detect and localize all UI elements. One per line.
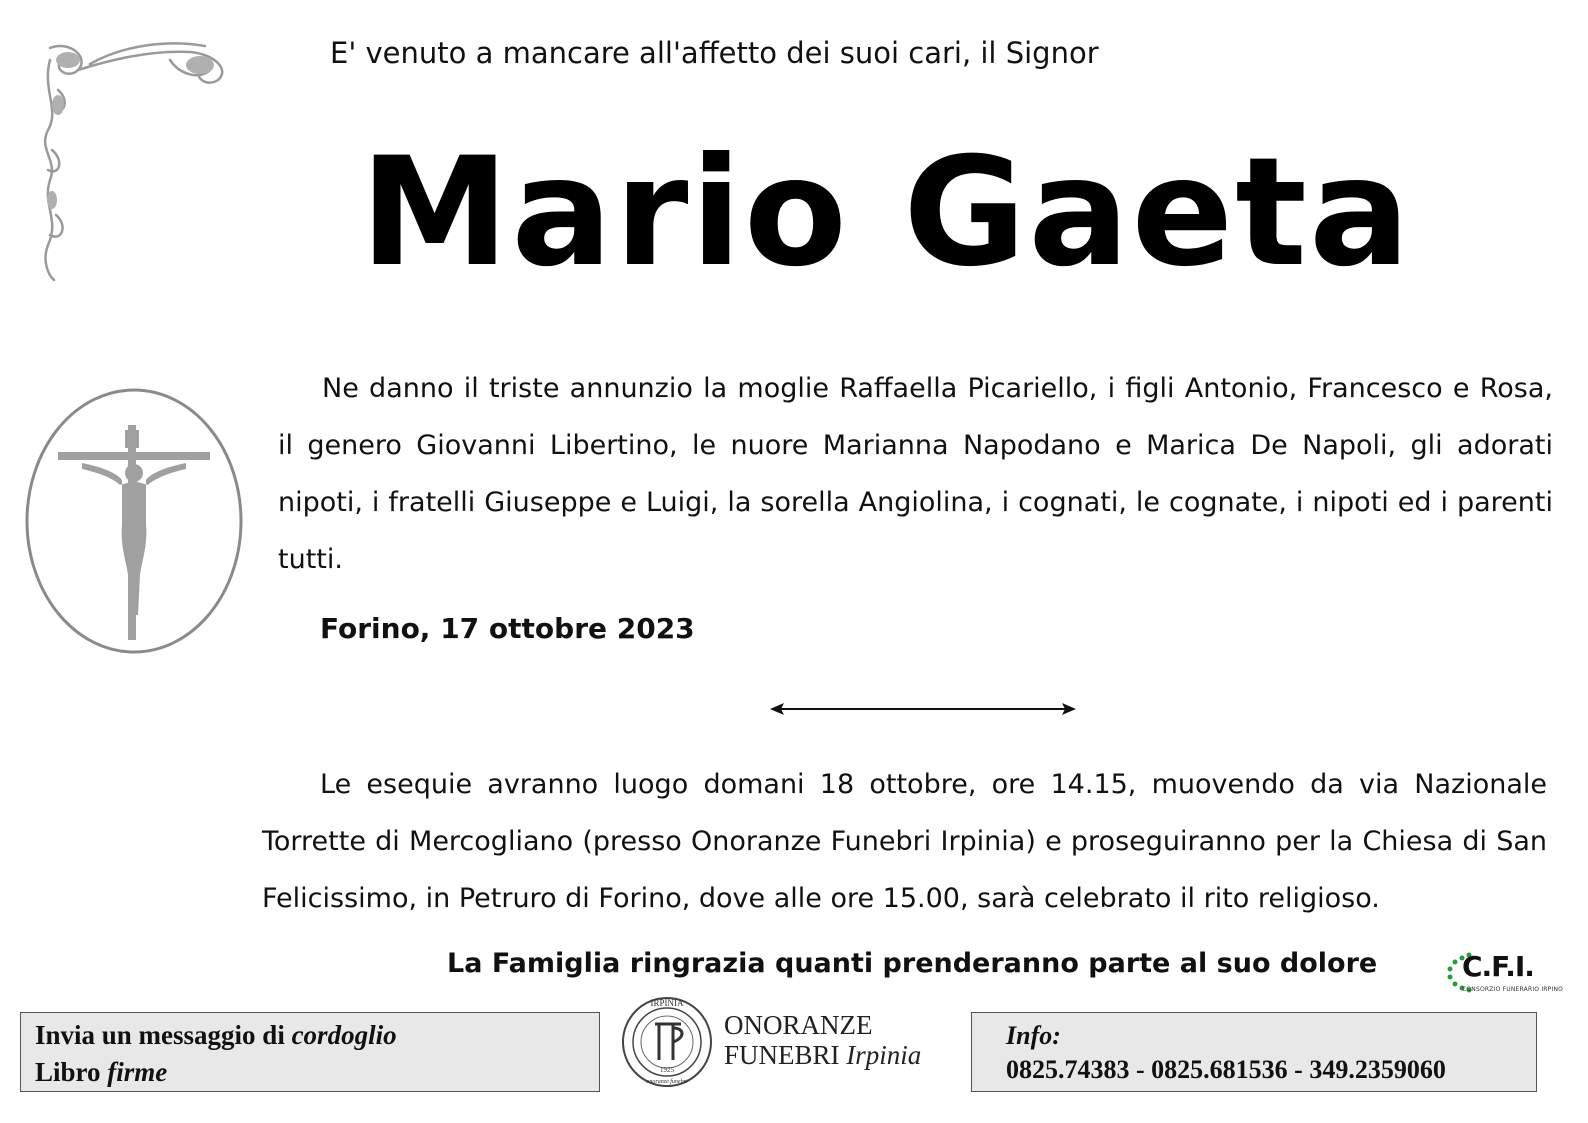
phone-numbers[interactable]: 0825.74383 - 0825.681536 - 349.2359060 [1006,1055,1446,1084]
seal-top-text: IRPINIA [650,998,684,1008]
thanks-line: La Famiglia ringrazia quanti prenderanno parte al suo dolore [447,948,1378,979]
info-label: Info [1006,1021,1053,1050]
funeral-details: Le esequie avranno luogo domani 18 ottobre, ore 14.15, muovendo da via Nazionale Torrette di Mercogliano (presso Onoranze Funebri Irpinia) e proseguiranno per la Chiesa di San Felicissimo, in Petruro di Forino, dove alle ore 15.00, sarà celebrato il rito religioso. [262,769,1547,914]
seal-year: 1925 [660,1066,674,1074]
guestbook-link[interactable]: Libro firme [35,1057,168,1087]
place-date: Forino, 17 ottobre 2023 [320,612,695,645]
intro-text: E' venuto a mancare all'affetto dei suoi cari, il Signor [330,36,1099,70]
cfi-label: C.F.I. [1462,950,1534,983]
deceased-name: Mario Gaeta [360,126,1413,300]
condolence-link[interactable]: Invia un messaggio di cordoglio [35,1020,397,1050]
seal-bottom-text: onoranze funebri [646,1079,688,1085]
info-box: Info: 0825.74383 - 0825.681536 - 349.2359060 [971,1012,1537,1092]
agency-seal-icon [617,992,717,1092]
condolence-box[interactable] [20,1012,600,1092]
announcement-text: Ne danno il triste annunzio la moglie Raffaella Picariello, i figli Antonio, Francesco e Rosa, il genero Giovanni Libertino, le nuore Marianna Napodano e Marica De Napoli, gli adorati nipoti, i fratelli Giuseppe e Luigi, la sorella Angiolina, i cognati, le cognate, i nipoti ed i parenti tutti. [278,373,1553,575]
double-arrow-icon [768,698,1078,720]
agency-name: ONORANZE FUNEBRI Irpinia [724,1010,922,1070]
corner-ornament-icon [30,30,240,285]
crucifix-icon [22,385,246,657]
cfi-subtitle: CONSORZIO FUNERARIO IRPINO [1462,986,1564,993]
